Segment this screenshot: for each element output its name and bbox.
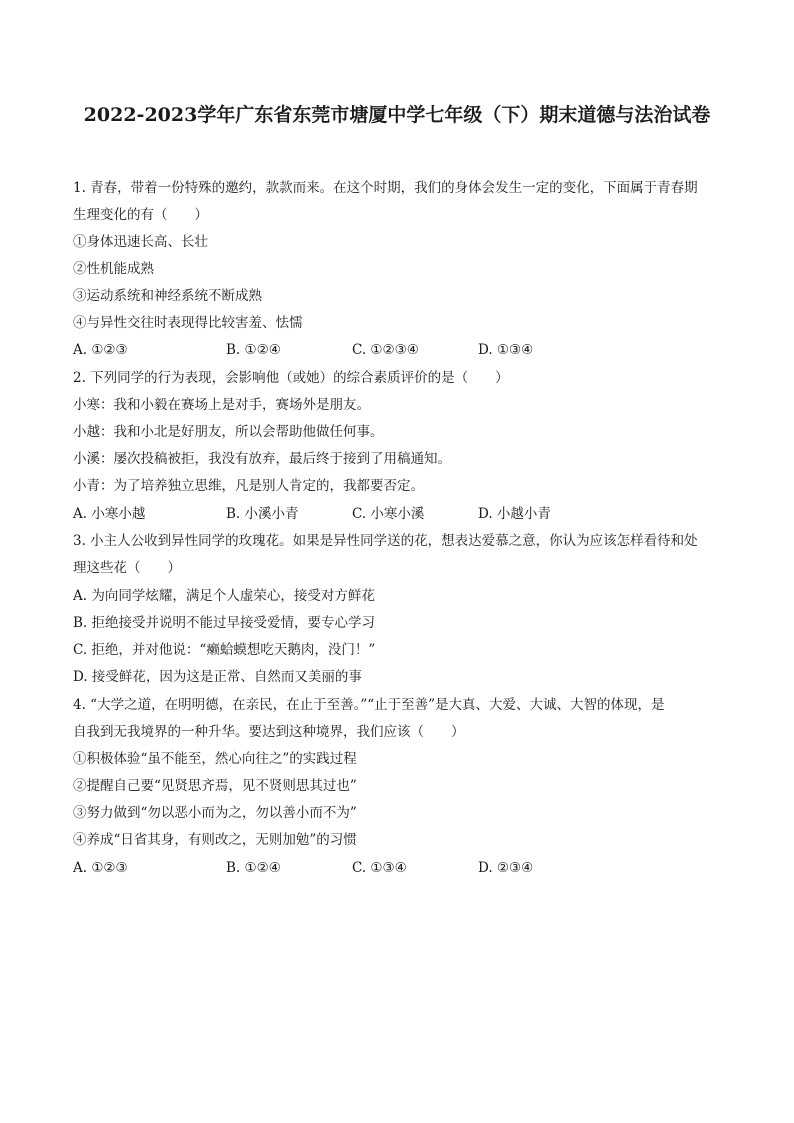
- question-1-item: ①身体迅速长高、长壮: [73, 234, 208, 250]
- option-a: A. ①②③: [73, 342, 128, 358]
- question-2-options: [73, 504, 733, 524]
- question-4-item: ④养成“日省其身，有则改之，无则加勉”的习惯: [73, 832, 357, 848]
- question-1-options: [73, 340, 733, 360]
- question-4-item: ③努力做到“勿以恶小而为之，勿以善小而不为”: [73, 805, 357, 821]
- question-4-stem-cont: 自我到无我境界的一种升华。要达到这种境界，我们应该（ ）: [73, 724, 465, 740]
- question-3-option-c: C. 拒绝，并对他说：“癞蛤蟆想吃天鹅肉，没门！”: [73, 642, 376, 658]
- question-1-stem-cont: 生理变化的有（ ）: [73, 207, 208, 223]
- question-1-stem: 1. 青春，带着一份特殊的邀约，款款而来。在这个时期，我们的身体会发生一定的变化，下面属于青春期: [73, 180, 698, 196]
- option-b: B. ①②④: [226, 860, 281, 876]
- question-3-option-a: A. 为向同学炫耀，满足个人虚荣心，接受对方鲜花: [73, 588, 375, 604]
- option-c: C. ①②③④: [352, 342, 419, 358]
- question-3-option-d: D. 接受鲜花，因为这是正常、自然而又美丽的事: [73, 669, 362, 685]
- question-1-item: ②性机能成熟: [73, 261, 154, 277]
- exam-title: 2022-2023学年广东省东莞市塘厦中学七年级（下）期末道德与法治试卷: [83, 104, 711, 126]
- option-d: D. 小越小青: [478, 506, 551, 522]
- question-1-item: ④与异性交往时表现得比较害羞、怯懦: [73, 315, 303, 331]
- question-2-item: 小寒：我和小毅在赛场上是对手，赛场外是朋友。: [73, 397, 370, 413]
- option-d: D. ②③④: [478, 860, 534, 876]
- question-3-stem: 3. 小主人公收到异性同学的玫瑰花。如果是异性同学送的花，想表达爱慕之意，你认为应该怎样看待和处: [73, 533, 698, 549]
- option-a: A. 小寒小越: [73, 506, 146, 522]
- option-a: A. ①②③: [73, 860, 128, 876]
- question-4-item: ①积极体验“虽不能至，然心向往之”的实践过程: [73, 751, 357, 767]
- option-c: C. ①③④: [352, 860, 407, 876]
- option-b: B. ①②④: [226, 342, 281, 358]
- option-d: D. ①③④: [478, 342, 534, 358]
- question-2-item: 小溪：屡次投稿被拒，我没有放弃，最后终于接到了用稿通知。: [73, 451, 451, 467]
- question-2-item: 小越：我和小北是好朋友，所以会帮助他做任何事。: [73, 424, 384, 440]
- option-b: B. 小溪小青: [226, 506, 299, 522]
- question-4-options: [73, 858, 733, 878]
- question-2-stem: 2. 下列同学的行为表现，会影响他（或她）的综合素质评价的是（ ）: [73, 370, 509, 386]
- question-3-option-b: B. 拒绝接受并说明不能过早接受爱情，要专心学习: [73, 615, 376, 631]
- option-c: C. 小寒小溪: [352, 506, 425, 522]
- question-3-stem-cont: 理这些花（ ）: [73, 560, 181, 576]
- question-4-stem: 4. “大学之道，在明明德，在亲民，在止于至善。”“止于至善”是大真、大爱、大诚、大智的体现，是: [73, 697, 665, 713]
- question-4-item: ②提醒自己要“见贤思齐焉，见不贤则思其过也”: [73, 778, 357, 794]
- question-1-item: ③运动系统和神经系统不断成熟: [73, 288, 262, 304]
- question-2-item: 小青：为了培养独立思维，凡是别人肯定的，我都要否定。: [73, 478, 424, 494]
